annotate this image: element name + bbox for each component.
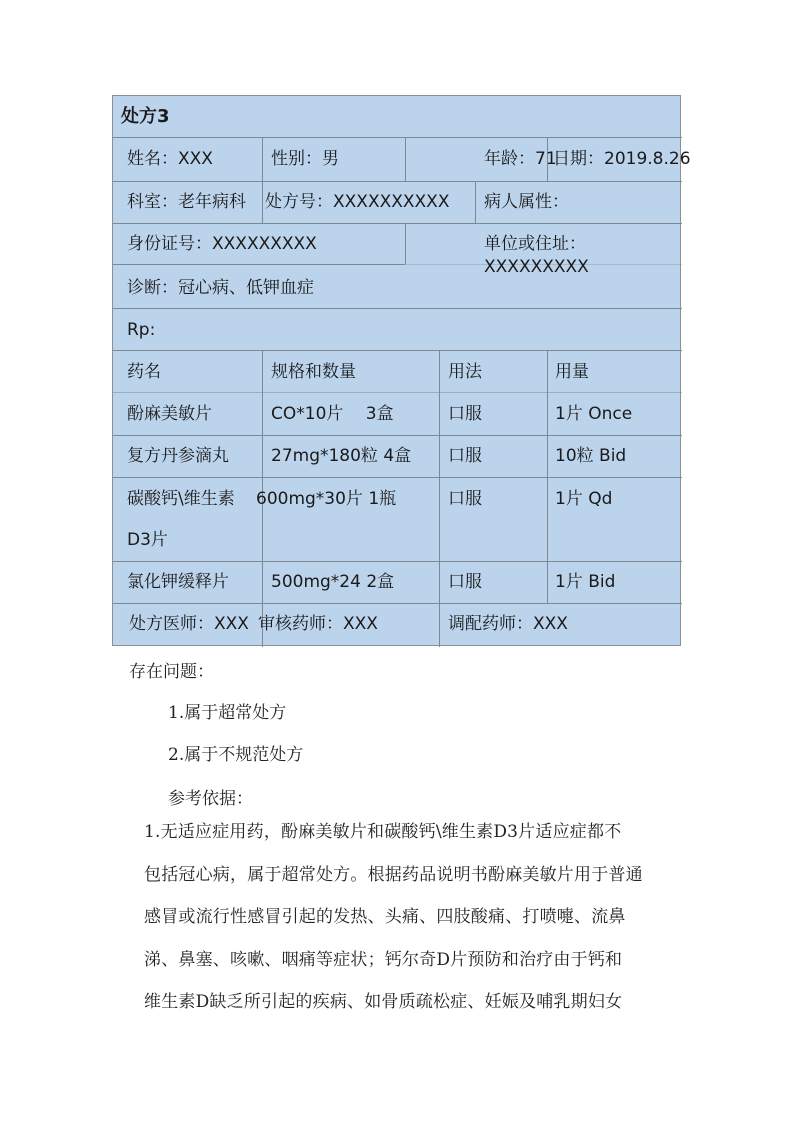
row-divider bbox=[113, 350, 682, 351]
drug-usage: 口服 bbox=[448, 572, 482, 592]
drug-name: 复方丹参滴丸 bbox=[127, 446, 229, 466]
basis-label: 参考依据： bbox=[168, 789, 253, 809]
address-label: 单位或住址： bbox=[484, 234, 586, 254]
row-divider bbox=[113, 264, 405, 265]
col-divider bbox=[405, 137, 406, 181]
col-divider bbox=[439, 350, 440, 647]
patient-name: 姓名：XXX bbox=[127, 149, 213, 169]
paragraph-line: 维生素D缺乏所引起的疾病、如骨质疏松症、妊娠及哺乳期妇女 bbox=[144, 992, 623, 1012]
form-title: 处方3 bbox=[121, 106, 170, 127]
prescription-number: 处方号：XXXXXXXXXX bbox=[265, 192, 450, 212]
drug-name: 氯化钾缓释片 bbox=[127, 572, 229, 592]
row-divider bbox=[113, 435, 682, 436]
paragraph-line: 1.无适应症用药，酚麻美敏片和碳酸钙\维生素D3片适应症都不 bbox=[144, 822, 622, 842]
col-divider bbox=[547, 350, 548, 603]
header-usage: 用法 bbox=[448, 362, 482, 382]
drug-usage: 口服 bbox=[448, 489, 482, 509]
header-drug-name: 药名 bbox=[127, 362, 161, 382]
paragraph-line: 涕、鼻塞、咳嗽、咽痛等症状；钙尔奇D片预防和治疗由于钙和 bbox=[144, 949, 623, 970]
problems-label: 存在问题： bbox=[129, 662, 214, 682]
department: 科室：老年病科 bbox=[127, 192, 246, 212]
rp-label: Rp: bbox=[127, 320, 156, 340]
problem-item: 1.属于超常处方 bbox=[168, 703, 287, 723]
dispensing-pharmacist: 调配药师：XXX bbox=[448, 614, 568, 634]
paragraph-line: 感冒或流行性感冒引起的发热、头痛、四肢酸痛、打喷嚏、流鼻 bbox=[144, 907, 626, 927]
row-divider bbox=[113, 477, 682, 478]
drug-spec: 27mg*180粒 4盒 bbox=[271, 446, 412, 466]
basis-paragraph bbox=[144, 811, 684, 1024]
problem-item: 2.属于不规范处方 bbox=[168, 745, 304, 765]
col-divider bbox=[262, 137, 263, 181]
drug-usage: 口服 bbox=[448, 446, 482, 466]
col-divider bbox=[475, 181, 476, 223]
row-divider bbox=[113, 308, 682, 309]
drug-name-continued: D3片 bbox=[127, 530, 168, 550]
col-divider bbox=[405, 223, 406, 264]
drug-spec: 600mg*30片 1瓶 bbox=[256, 489, 397, 509]
drug-name: 酚麻美敏片 bbox=[127, 404, 212, 424]
col-divider bbox=[262, 181, 263, 223]
row-divider bbox=[113, 561, 682, 562]
drug-dose: 10粒 Bid bbox=[555, 446, 627, 466]
reviewing-pharmacist: 审核药师：XXX bbox=[258, 614, 378, 634]
drug-spec: 500mg*24 2盒 bbox=[271, 572, 395, 592]
row-divider bbox=[113, 223, 682, 224]
patient-gender: 性别：男 bbox=[271, 149, 339, 169]
diagnosis: 诊断：冠心病、低钾血症 bbox=[127, 278, 314, 298]
drug-dose: 1片 Qd bbox=[555, 489, 613, 509]
drug-usage: 口服 bbox=[448, 404, 482, 424]
prescription-form bbox=[112, 95, 691, 646]
row-divider bbox=[113, 392, 682, 393]
patient-attribute: 病人属性： bbox=[484, 192, 569, 212]
header-dose: 用量 bbox=[555, 362, 589, 382]
address-value: XXXXXXXXX bbox=[484, 257, 589, 277]
drug-spec: CO*10片 3盒 bbox=[271, 404, 394, 424]
drug-dose: 1片 Once bbox=[555, 404, 633, 424]
prescription-date: 日期：2019.8.26 bbox=[553, 149, 691, 169]
prescribing-doctor: 处方医师：XXX bbox=[129, 614, 249, 634]
header-spec: 规格和数量 bbox=[271, 362, 356, 382]
id-number: 身份证号：XXXXXXXXX bbox=[127, 234, 317, 254]
paragraph-line: 包括冠心病，属于超常处方。根据药品说明书酚麻美敏片用于普通 bbox=[144, 864, 643, 885]
patient-age: 年龄：71 bbox=[484, 149, 557, 169]
drug-dose: 1片 Bid bbox=[555, 572, 616, 592]
row-divider bbox=[113, 137, 682, 138]
drug-name: 碳酸钙\维生素 bbox=[127, 489, 235, 509]
row-divider bbox=[113, 603, 682, 604]
row-divider bbox=[113, 181, 682, 182]
